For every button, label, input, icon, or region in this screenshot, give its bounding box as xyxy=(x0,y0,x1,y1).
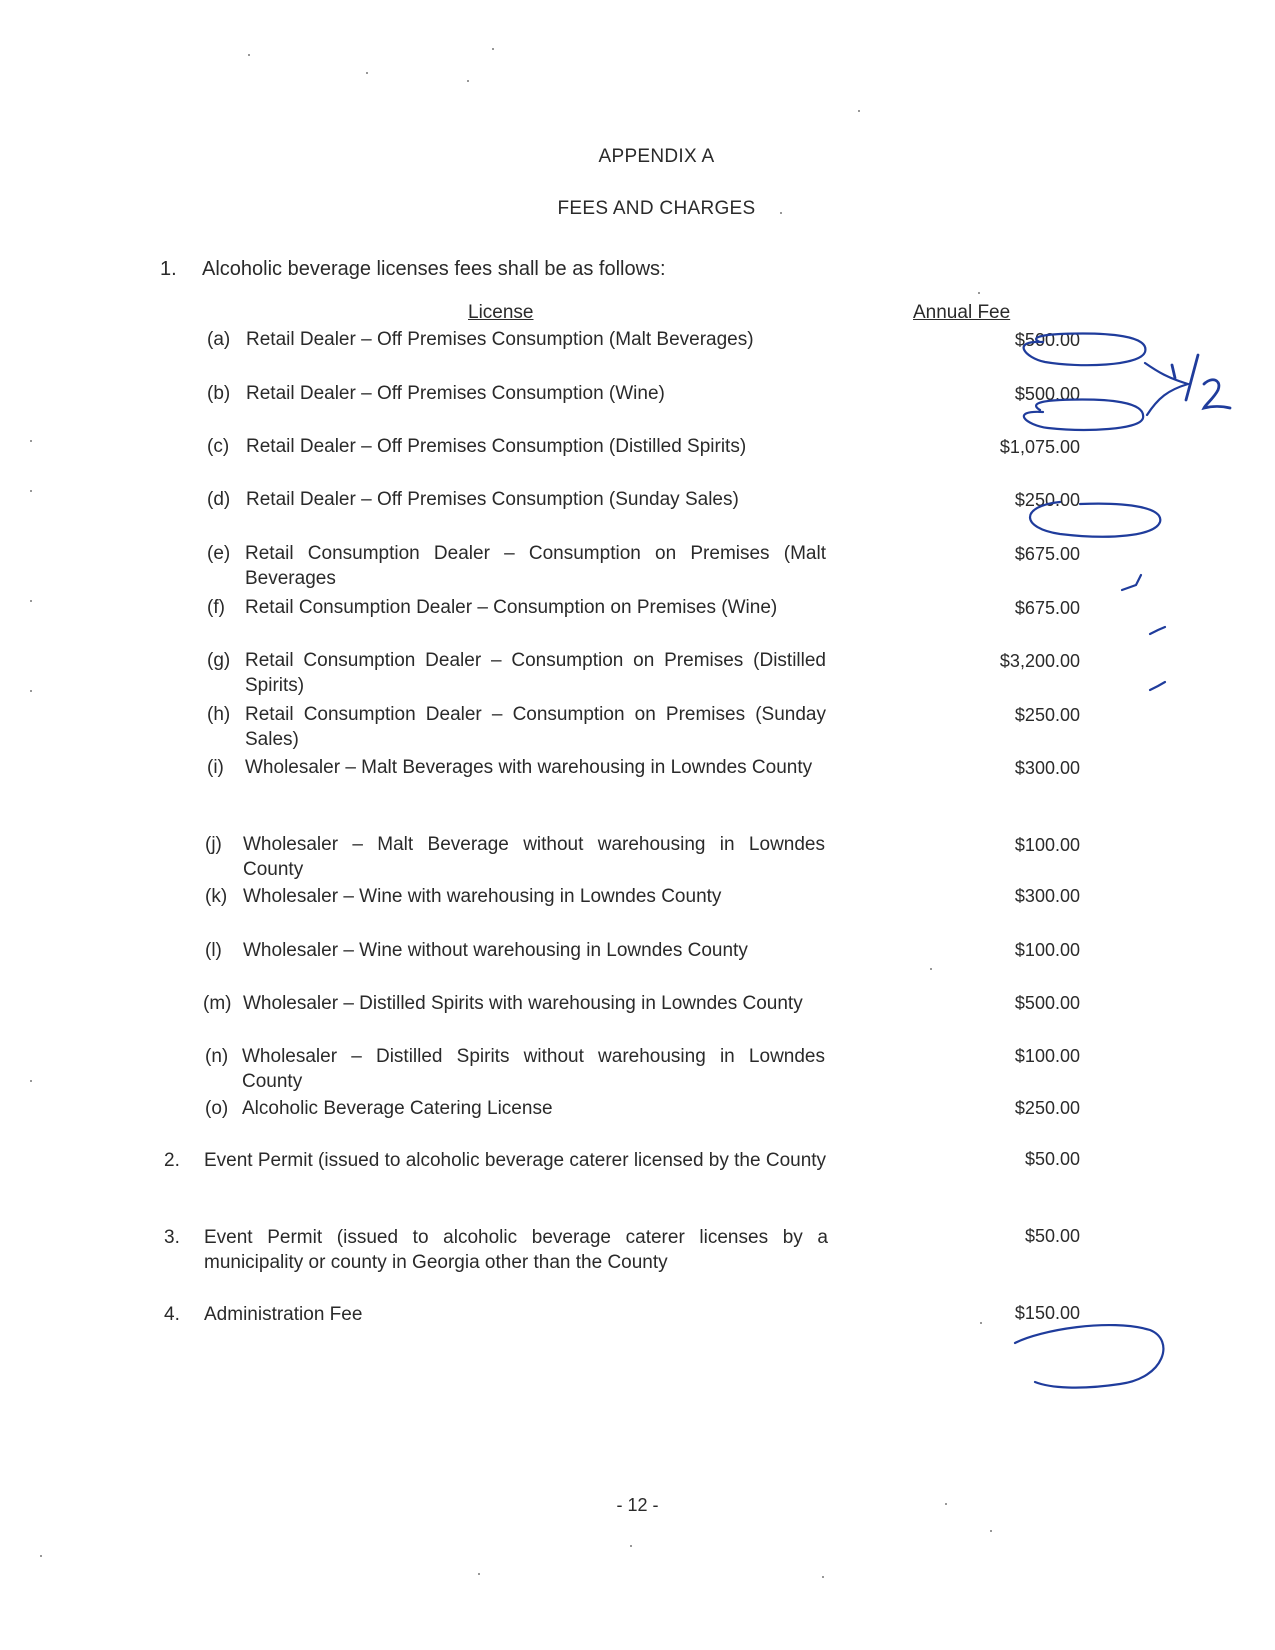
license-fee: $100.00 xyxy=(1014,1046,1080,1066)
scan-speck xyxy=(467,80,469,82)
license-description: Wholesaler – Distilled Spirits without warehousing in Lowndes County xyxy=(242,1046,825,1092)
scan-speck xyxy=(780,212,782,214)
scan-speck xyxy=(945,1503,947,1505)
license-fee: $500.00 xyxy=(1014,993,1080,1013)
license-fee: $300.00 xyxy=(1014,758,1080,778)
license-label: (i) xyxy=(207,757,224,778)
license-label: (n) xyxy=(205,1046,229,1067)
license-description: Retail Consumption Dealer – Consumption on Premises (Sunday Sales) xyxy=(245,704,826,750)
license-fee: $250.00 xyxy=(1014,1098,1080,1118)
license-label: (m) xyxy=(203,993,232,1014)
scan-speck xyxy=(30,690,32,692)
license-fee: $1,075.00 xyxy=(999,437,1080,457)
license-description: Wholesaler – Malt Beverages with warehousing in Lowndes County xyxy=(245,757,813,778)
scan-speck xyxy=(858,110,860,112)
license-fee: $100.00 xyxy=(1014,835,1080,855)
item-fee: $50.00 xyxy=(1024,1149,1080,1169)
license-label: (k) xyxy=(205,886,228,907)
scan-speck xyxy=(980,1322,982,1324)
column-header-annual-fee: Annual Fee xyxy=(913,302,1011,323)
license-label: (o) xyxy=(205,1098,229,1119)
license-label: (f) xyxy=(207,597,225,618)
license-fee: $3,200.00 xyxy=(999,651,1080,671)
license-description: Retail Dealer – Off Premises Consumption (Wine) xyxy=(246,383,665,404)
license-label: (b) xyxy=(207,383,231,404)
license-label: (g) xyxy=(207,650,231,671)
item-description: Administration Fee xyxy=(204,1304,363,1325)
scan-speck xyxy=(630,1545,632,1547)
column-header-license: License xyxy=(468,302,534,323)
license-fee: $675.00 xyxy=(1014,544,1080,564)
circle-mark xyxy=(1015,1325,1163,1388)
license-label: (j) xyxy=(205,834,222,855)
license-label: (c) xyxy=(207,436,230,457)
license-description: Retail Dealer – Off Premises Consumption (Malt Beverages) xyxy=(246,329,754,350)
intro-text: Alcoholic beverage licenses fees shall be as follows: xyxy=(202,258,666,280)
license-description: Wholesaler – Malt Beverage without warehousing in Lowndes County xyxy=(243,834,825,880)
license-label: (e) xyxy=(207,543,231,564)
scan-speck xyxy=(30,1080,32,1082)
handwritten-half xyxy=(1172,355,1230,408)
scan-speck xyxy=(30,600,32,602)
license-fee: $500.00 xyxy=(1014,384,1080,404)
scan-speck xyxy=(492,48,494,50)
license-fee: $100.00 xyxy=(1014,940,1080,960)
license-label: (a) xyxy=(207,329,231,350)
license-description: Wholesaler – Distilled Spirits with warehousing in Lowndes County xyxy=(243,993,803,1014)
tick-mark xyxy=(1150,682,1165,690)
tick-mark xyxy=(1150,627,1165,634)
license-fee: $250.00 xyxy=(1014,705,1080,725)
license-description: Wholesaler – Wine without warehousing in Lowndes County xyxy=(243,940,748,961)
license-description: Retail Consumption Dealer – Consumption on Premises (Distilled Spirits) xyxy=(245,650,826,696)
scan-speck xyxy=(822,1576,824,1578)
license-description: Wholesaler – Wine with warehousing in Lowndes County xyxy=(243,886,722,907)
section-title: FEES AND CHARGES xyxy=(557,198,756,219)
license-description: Retail Consumption Dealer – Consumption on Premises (Wine) xyxy=(245,597,778,618)
license-description: Alcoholic Beverage Catering License xyxy=(242,1098,553,1119)
item-fee: $50.00 xyxy=(1024,1226,1080,1246)
license-label: (l) xyxy=(205,940,222,961)
scan-speck xyxy=(478,1573,480,1575)
item-number: 2. xyxy=(164,1150,180,1171)
scan-speck xyxy=(40,1555,42,1557)
license-label: (h) xyxy=(207,704,231,725)
tick-mark xyxy=(1122,575,1141,590)
item-description: Event Permit (issued to alcoholic beverage caterer licensed by the County xyxy=(204,1150,827,1171)
license-description: Retail Dealer – Off Premises Consumption (Sunday Sales) xyxy=(246,489,739,510)
intro-number: 1. xyxy=(160,258,177,280)
license-description: Retail Dealer – Off Premises Consumption (Distilled Spirits) xyxy=(246,436,747,457)
scan-speck xyxy=(366,72,368,74)
license-fee: $675.00 xyxy=(1014,598,1080,618)
item-fee: $150.00 xyxy=(1014,1303,1080,1323)
item-number: 3. xyxy=(164,1227,180,1248)
item-description: Event Permit (issued to alcoholic beverage caterer licenses by a municipality or county in Georgia other than the County xyxy=(204,1227,828,1273)
license-fee: $250.00 xyxy=(1014,490,1080,510)
scan-speck xyxy=(248,54,250,56)
page-number: - 12 - xyxy=(616,1495,659,1515)
scan-speck xyxy=(30,490,32,492)
item-number: 4. xyxy=(164,1304,180,1325)
scan-speck xyxy=(930,968,932,970)
scan-speck xyxy=(990,1530,992,1532)
intro-line xyxy=(160,258,666,281)
license-label: (d) xyxy=(207,489,231,510)
license-fee: $300.00 xyxy=(1014,886,1080,906)
scan-speck xyxy=(978,292,980,294)
appendix-title: APPENDIX A xyxy=(598,146,715,167)
brace-mark xyxy=(1145,363,1188,415)
license-description: Retail Consumption Dealer – Consumption on Premises (Malt Beverages xyxy=(245,543,826,589)
license-fee: $500.00 xyxy=(1014,330,1080,350)
scan-speck xyxy=(30,440,32,442)
